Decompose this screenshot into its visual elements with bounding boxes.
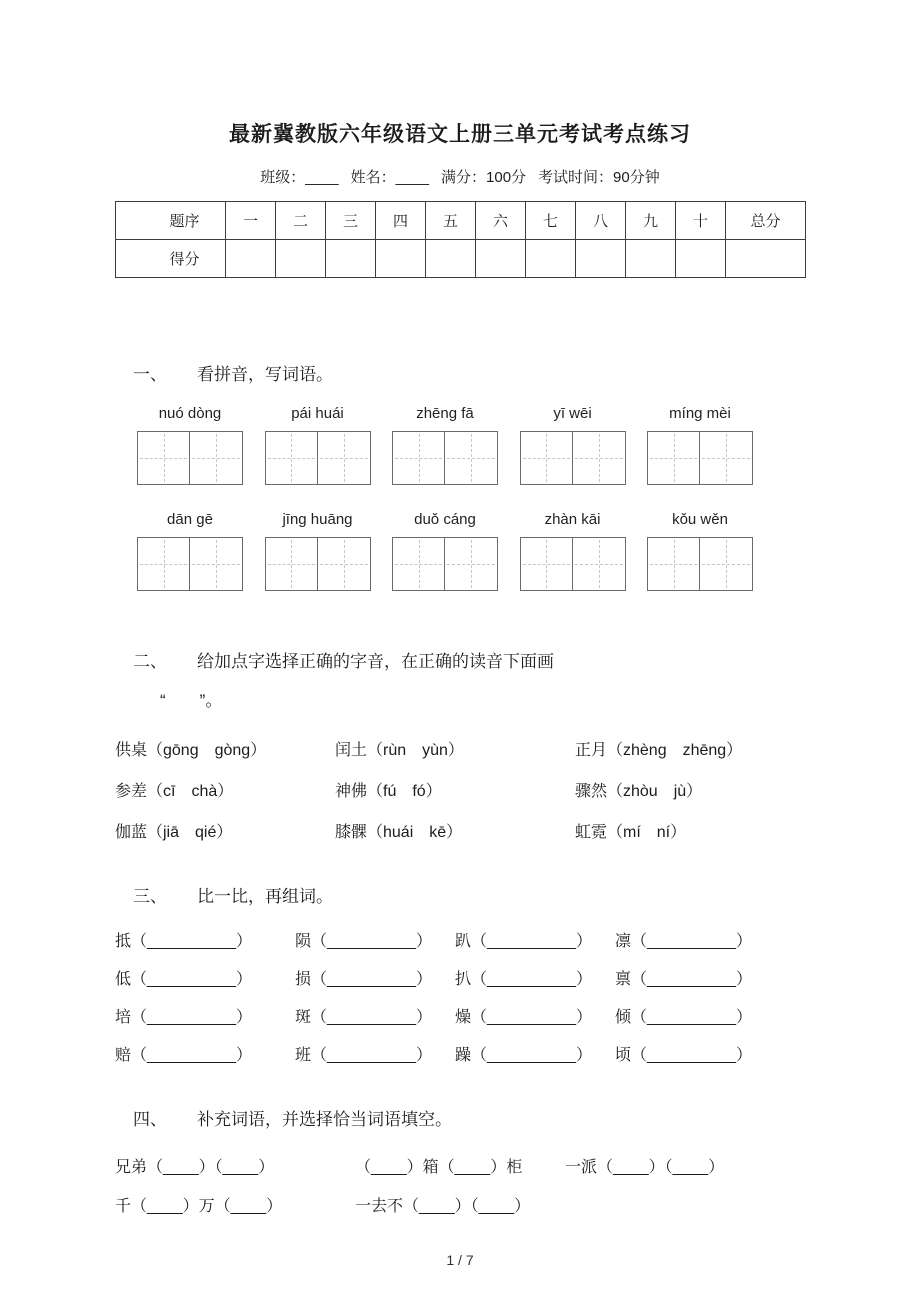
writing-grids-row-1 <box>137 431 753 485</box>
writing-cell[interactable] <box>190 537 243 591</box>
writing-grid[interactable] <box>392 431 498 485</box>
writing-grid[interactable] <box>520 431 626 485</box>
full-score-label: 满分：100分 <box>441 169 527 186</box>
complete-words-row-1 <box>115 1154 805 1177</box>
complete-word-item: 一去不（____）（____） <box>355 1198 531 1215</box>
writing-cell[interactable] <box>445 537 498 591</box>
section-one-heading <box>115 360 805 385</box>
word-form-item: 躁（__________） <box>455 1047 592 1064</box>
complete-word-item: 兄弟（____）（____） <box>115 1159 275 1176</box>
class-blank: 班级：____ <box>260 169 339 186</box>
score-cell[interactable] <box>426 240 476 278</box>
pronunciation-item: 供桌（gōng gòng） <box>115 742 267 759</box>
complete-word-item: 一派（____）（____） <box>565 1159 725 1176</box>
word-form-item: 倾（__________） <box>615 1009 752 1026</box>
section-title: 给加点字选择正确的字音，在正确的读音下面画 <box>197 652 554 671</box>
score-cell[interactable] <box>676 240 726 278</box>
section-four-heading <box>115 1105 805 1130</box>
pinyin-label: yī wēi <box>553 405 592 422</box>
score-cell[interactable] <box>376 240 426 278</box>
section-two-heading-line2: “ ”。 <box>160 691 223 710</box>
writing-grid[interactable] <box>137 537 243 591</box>
writing-cell[interactable] <box>190 431 243 485</box>
writing-cell[interactable] <box>520 537 573 591</box>
writing-cell[interactable] <box>520 431 573 485</box>
writing-grid[interactable] <box>265 537 371 591</box>
writing-cell[interactable] <box>265 537 318 591</box>
writing-grid[interactable] <box>647 537 753 591</box>
score-cell[interactable] <box>726 240 806 278</box>
writing-cell[interactable] <box>137 537 190 591</box>
word-form-item: 赔（__________） <box>115 1047 252 1064</box>
col-header: 二 <box>276 202 326 240</box>
writing-cell[interactable] <box>318 537 371 591</box>
col-header: 七 <box>526 202 576 240</box>
pinyin-label: nuó dòng <box>158 405 222 422</box>
col-header: 五 <box>426 202 476 240</box>
writing-cell[interactable] <box>265 431 318 485</box>
word-form-item: 燥（__________） <box>455 1009 592 1026</box>
col-header: 十 <box>676 202 726 240</box>
question-order-label: 题序 <box>116 202 226 240</box>
pronunciation-item: 正月（zhèng zhēng） <box>575 742 743 759</box>
word-form-item: 扒（__________） <box>455 971 592 988</box>
score-cell[interactable] <box>276 240 326 278</box>
score-cell[interactable] <box>526 240 576 278</box>
col-header: 三 <box>326 202 376 240</box>
col-header: 四 <box>376 202 426 240</box>
pinyin-label: dān gē <box>167 511 213 528</box>
col-header: 九 <box>626 202 676 240</box>
writing-grid[interactable] <box>265 431 371 485</box>
word-form-item: 斑（__________） <box>295 1009 432 1026</box>
pinyin-row-1 <box>137 405 753 425</box>
writing-grids-row-2 <box>137 537 753 591</box>
word-form-item: 班（__________） <box>295 1047 432 1064</box>
score-table-score-row <box>116 240 806 278</box>
score-cell[interactable] <box>576 240 626 278</box>
exam-meta-line <box>115 166 805 187</box>
pronunciation-item: 神佛（fú fó） <box>335 783 442 800</box>
page-number: 1 / 7 <box>446 1252 474 1268</box>
score-cell[interactable] <box>226 240 276 278</box>
section-two-heading <box>115 647 805 672</box>
writing-cell[interactable] <box>137 431 190 485</box>
writing-cell[interactable] <box>647 431 700 485</box>
col-header: 八 <box>576 202 626 240</box>
writing-grid[interactable] <box>520 537 626 591</box>
writing-cell[interactable] <box>573 431 626 485</box>
word-form-item: 培（__________） <box>115 1009 252 1026</box>
writing-grid[interactable] <box>392 537 498 591</box>
exam-time-label: 考试时间：90分钟 <box>538 169 660 186</box>
name-blank: 姓名：____ <box>350 169 430 186</box>
writing-grid[interactable] <box>647 431 753 485</box>
writing-cell[interactable] <box>573 537 626 591</box>
complete-word-item: （____）箱（____）柜 <box>355 1159 523 1176</box>
pinyin-label: jīng huāng <box>282 511 353 528</box>
score-table-header-row <box>116 202 806 240</box>
writing-cell[interactable] <box>445 431 498 485</box>
writing-grid[interactable] <box>137 431 243 485</box>
writing-cell[interactable] <box>392 537 445 591</box>
page-title: 最新冀教版六年级语文上册三单元考试考点练习 <box>229 123 691 146</box>
writing-cell[interactable] <box>700 431 753 485</box>
pronunciation-item: 闰土（rùn yùn） <box>335 742 464 759</box>
pronunciation-item: 膝髁（huái kē） <box>335 824 463 841</box>
score-cell[interactable] <box>476 240 526 278</box>
writing-cell[interactable] <box>647 537 700 591</box>
complete-word-item: 千（____）万（____） <box>115 1198 283 1215</box>
score-cell[interactable] <box>626 240 676 278</box>
pinyin-label: zhēng fā <box>416 405 474 422</box>
col-header: 六 <box>476 202 526 240</box>
pronunciation-item: 伽蓝（jiā qié） <box>115 824 233 841</box>
section-number: 二、 <box>133 652 167 671</box>
score-label: 得分 <box>116 240 226 278</box>
word-form-item: 抵（__________） <box>115 933 252 950</box>
writing-cell[interactable] <box>392 431 445 485</box>
pinyin-row-2 <box>137 511 753 531</box>
word-form-item: 禀（__________） <box>615 971 752 988</box>
section-number: 三、 <box>133 887 167 906</box>
section-title: 看拼音，写词语。 <box>197 365 333 384</box>
pronunciation-item: 参差（cī chà） <box>115 783 234 800</box>
word-form-item: 顷（__________） <box>615 1047 752 1064</box>
col-header: 一 <box>226 202 276 240</box>
pinyin-label: pái huái <box>291 405 344 422</box>
section-title: 补充词语，并选择恰当词语填空。 <box>197 1110 452 1129</box>
pronunciation-item: 虹霓（mí ní） <box>575 824 687 841</box>
pinyin-label: míng mèi <box>669 405 731 422</box>
word-form-item: 陨（__________） <box>295 933 432 950</box>
pronunciation-choice-list <box>115 737 805 842</box>
pinyin-label: zhàn kāi <box>544 511 601 528</box>
section-number: 四、 <box>133 1110 167 1129</box>
col-header: 总分 <box>726 202 806 240</box>
pinyin-label: duǒ cáng <box>414 511 476 528</box>
section-title: 比一比，再组词。 <box>197 887 333 906</box>
word-form-item: 低（__________） <box>115 971 252 988</box>
pinyin-label: kǒu wěn <box>672 511 728 528</box>
complete-words-row-2 <box>115 1193 805 1216</box>
pronunciation-item: 骤然（zhòu jù） <box>575 783 703 800</box>
section-three-heading <box>115 882 805 907</box>
word-form-item: 损（__________） <box>295 971 432 988</box>
writing-cell[interactable] <box>318 431 371 485</box>
section-number: 一、 <box>133 365 167 384</box>
word-form-item: 凛（__________） <box>615 933 752 950</box>
compare-and-form-words-list <box>115 923 805 1075</box>
score-cell[interactable] <box>326 240 376 278</box>
word-form-item: 趴（__________） <box>455 933 592 950</box>
writing-cell[interactable] <box>700 537 753 591</box>
score-table <box>115 201 806 278</box>
